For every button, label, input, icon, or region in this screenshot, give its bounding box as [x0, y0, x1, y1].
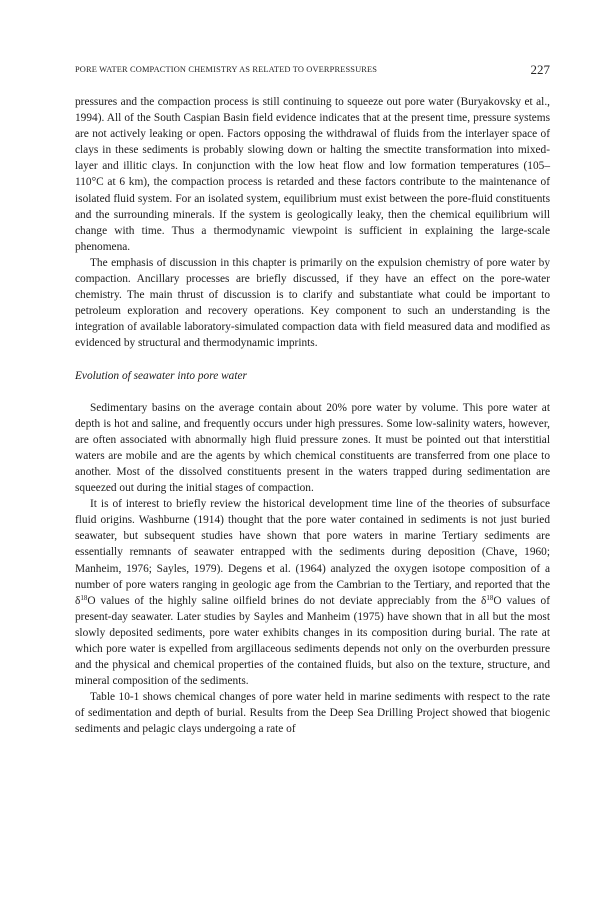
fluid-origins-text-1: It is of interest to briefly review the historical development time line of the theories of subsurface fluid origins. Washburne (1914) thought that the pore water contained in sediments is not just buried seawater, but subsequent studies have shown that pore waters in marine Tertiary sediments are essentially remnants of seawater entrapped with the sediments during deposition (Chave, 1960; Manheim, 1976; Sayles, 1979). Degens et al. (1964) analyzed the oxygen isotope composition of a number of pore waters ranging in geologic age from the Cambrian to the Tertiary, and reported that the δ	[75, 498, 550, 607]
fluid-origins-text-2: O values of the highly saline oilfield brines do not deviate appreciably from the δ	[87, 594, 487, 607]
paragraph-fluid-origins	[75, 496, 550, 689]
isotope-superscript-1: 18	[80, 593, 88, 602]
paragraph-table-reference: Table 10-1 shows chemical changes of pore water held in marine sediments with respect to the rate of sedimentation and depth of burial. Results from the Deep Sea Drilling Project showed that biogenic sediments and pelagic clays undergoing a rate of	[75, 691, 550, 736]
paragraph-sedimentary-basins: Sedimentary basins on the average contain about 20% pore water by volume. This pore water at depth is hot and saline, and frequently occurs under high pressures. Some low-salinity waters, however, are often associated with abnormally high fluid pressure zones. It must be pointed out that interstitial waters are mobile and are the agents by which chemical constituents are transferred from one place to another. Most of the dissolved constituents present in the waters trapped during sedimentation are squeezed out during the initial stages of compaction.	[75, 401, 550, 495]
running-title: PORE WATER COMPACTION CHEMISTRY AS RELATED TO OVERPRESSURES	[75, 65, 378, 74]
paragraph-continued: pressures and the compaction process is still continuing to squeeze out pore water (Buryakovsky et al., 1994). All of the South Caspian Basin field evidence indicates that at the present time, pressure systems are not actively leaking or open. Factors opposing the withdrawal of fluids from the interlayer space of clays in these sediments is probably slowing down or halting the smectite transformation into mixed-layer and illitic clays. In conjunction with the low heat flow and low formation temperatures (105–110°C at 6 km), the compaction process is retarded and these factors contribute to the maintenance of isolated fluid system. For an isolated system, equilibrium must exist between the pore-fluid constituents and the surrounding minerals. If the system is geologically leaky, then the chemical equilibrium will change with time. Thus a thermodynamic viewpoint is sufficient in explaining the large-scale phenomena.	[75, 96, 550, 253]
body-text	[75, 94, 550, 738]
section-heading: Evolution of seawater into pore water	[75, 369, 247, 382]
page-number: 227	[530, 62, 550, 77]
fluid-origins-text-3: O values of present-day seawater. Later studies by Sayles and Manheim (1975) have shown that in all but the most slowly deposited sediments, pore water exhibits changes in its composition during burial. The rate at which pore water is expelled from argillaceous sediments depends not only on the overburden pressure and the physical and chemical properties of the contained fluids, but also on the texture, structure, and mineral composition of the sediments.	[75, 594, 551, 688]
paragraph-emphasis: The emphasis of discussion in this chapter is primarily on the expulsion chemistry of pore water by compaction. Ancillary processes are briefly discussed, if they have an effect on the pore-water chemistry. The main thrust of discussion is to clarify and substantiate what could be important to petroleum exploration and recovery operations. Key component to such an understanding is the integration of available laboratory-simulated compaction data with field measured data and modified as evidenced by structural and thermodynamic imprints.	[75, 256, 550, 350]
isotope-superscript-2: 18	[486, 593, 494, 602]
running-head	[75, 62, 550, 78]
